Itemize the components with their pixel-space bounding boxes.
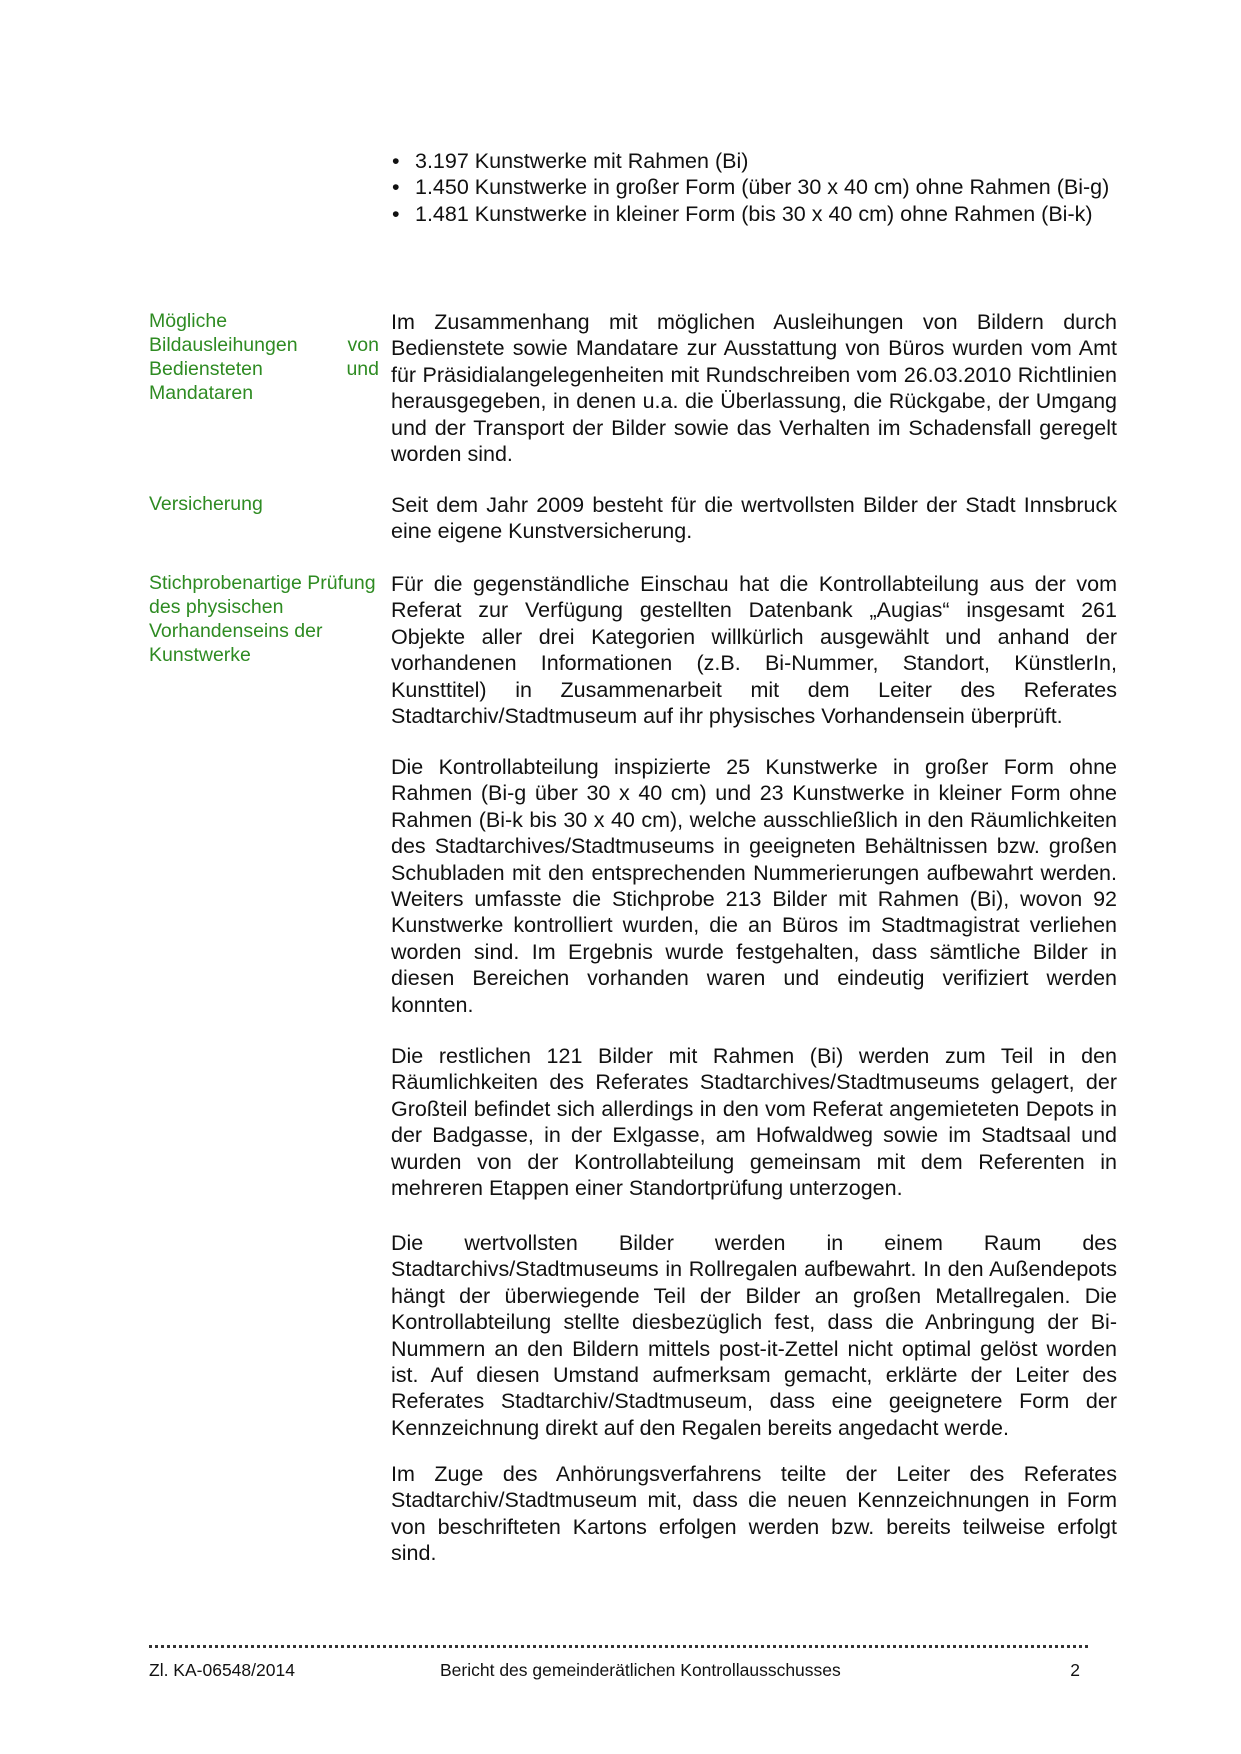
paragraph-stichprobe-5: Im Zuge des Anhörungsverfahrens teilte der Leiter des Referates Stadtarchiv/Stadtmuseum mit, dass die neuen Kennzeichnungen in Form von beschrifteten Kartons erfolgen werden bzw. bereits teilweise erfolgt sind. bbox=[391, 1462, 1117, 1566]
footer-divider bbox=[149, 1645, 1088, 1648]
side-heading-versicherung: Versicherung bbox=[149, 493, 263, 515]
artwork-category-list bbox=[391, 148, 1117, 227]
footer-reference: Zl. KA-06548/2014 bbox=[149, 1660, 295, 1680]
paragraph-stichprobe-4: Die wertvollsten Bilder werden in einem Raum des Stadtarchivs/Stadtmuseums in Rollregalen aufbewahrt. In den Außendepots hängt der überwiegende Teil der Bilder an großen Metallregalen. Die Kontrollabteilung stellte diesbezüglich fest, dass die Anbringung der Bi-Nummern an den Bildern mittels post-it-Zettel nicht optimal gelöst worden ist. Auf diesen Umstand aufmerksam gemacht, erklärte der Leiter des Referates Stadtarchiv/Stadtmuseum, dass eine geeignetere Form der Kennzeichnung direkt auf den Regalen bereits angedacht werde. bbox=[391, 1231, 1117, 1440]
paragraph-bildausleihungen: Im Zusammenhang mit möglichen Ausleihungen von Bildern durch Bedienstete sowie Mandatare zur Ausstattung von Büros wurden vom Amt für Präsidialangelegenheiten mit Rundschreiben vom 26.03.2010 Richtlinien herausgegeben, in denen u.a. die Überlassung, die Rückgabe, der Umgang und der Transport der Bilder sowie das Verhalten im Schadensfall geregelt worden sind. bbox=[391, 310, 1117, 467]
paragraph-stichprobe-3: Die restlichen 121 Bilder mit Rahmen (Bi) werden zum Teil in den Räumlichkeiten des Referates Stadtarchives/Stadtmuseums gelagert, der Großteil befindet sich allerdings in den vom Referat angemieteten Depots in der Badgasse, in der Exlgasse, am Hofwaldweg sowie im Stadtsaal und wurden von der Kontrollabteilung gemeinsam mit dem Referenten in mehreren Etappen einer Standortprüfung unterzogen. bbox=[391, 1044, 1117, 1201]
list-item: • 3.197 Kunstwerke mit Rahmen (Bi) bbox=[391, 148, 1117, 174]
page-number: 2 bbox=[1070, 1660, 1080, 1680]
paragraph-versicherung: Seit dem Jahr 2009 besteht für die wertvollsten Bilder der Stadt Innsbruck eine eigene Kunstversicherung. bbox=[391, 493, 1117, 544]
paragraph-stichprobe-1: Für die gegenständliche Einschau hat die Kontrollabteilung aus der vom Referat zur Verfügung gestellten Datenbank „Augias“ insgesamt 261 Objekte aller drei Kategorien willkürlich ausgewählt und anhand der vorhandenen Informationen (z.B. Bi-Nummer, Standort, KünstlerIn, Kunsttitel) in Zusammenarbeit mit dem Leiter des Referates Stadtarchiv/Stadtmuseum auf ihr physisches Vorhandensein überprüft. bbox=[391, 572, 1117, 729]
paragraph-stichprobe-2: Die Kontrollabteilung inspizierte 25 Kunstwerke in großer Form ohne Rahmen (Bi-g über 30 x 40 cm) und 23 Kunstwerke in kleiner Form ohne Rahmen (Bi-k bis 30 x 40 cm), welche ausschließlich in den Räumlichkeiten des Stadtarchives/Stadtmuseums in geeigneten Behältnissen bzw. großen Schubladen mit den entsprechenden Nummerierungen aufbewahrt werden. Weiters umfasste die Stichprobe 213 Bilder mit Rahmen (Bi), wovon 92 Kunstwerke kontrolliert wurden, die an Büros im Stadtmagistrat verliehen worden sind. Im Ergebnis wurde festgehalten, dass sämtliche Bilder in diesen Bereichen vorhanden waren und eindeutig verifiziert werden konnten. bbox=[391, 755, 1117, 1017]
side-heading-stichprobe: Stichprobenartige Prüfung des physischen Vorhandenseins der Kunstwerke bbox=[149, 572, 376, 666]
list-item: • 1.481 Kunstwerke in kleiner Form (bis 30 x 40 cm) ohne Rahmen (Bi-k) bbox=[391, 201, 1117, 227]
list-item: • 1.450 Kunstwerke in großer Form (über 30 x 40 cm) ohne Rahmen (Bi-g) bbox=[391, 174, 1117, 200]
side-heading-bildausleihungen: Mögliche Bildausleihungen von Bediensteten und Mandataren bbox=[149, 310, 379, 404]
footer-title: Bericht des gemeinderätlichen Kontrollausschusses bbox=[440, 1660, 841, 1680]
